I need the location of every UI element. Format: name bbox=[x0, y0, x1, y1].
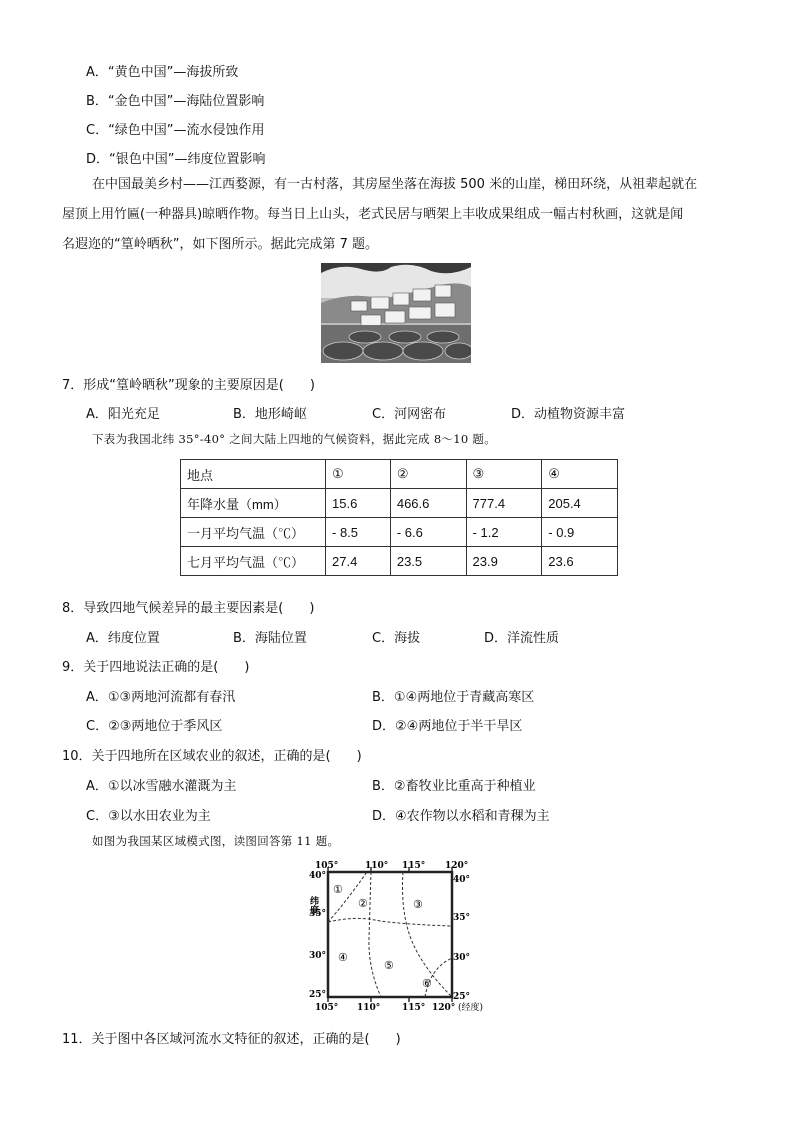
q10-option-b: B．②畜牧业比重高于种植业 bbox=[372, 779, 536, 794]
table-cell: 年降水量（mm） bbox=[181, 489, 326, 518]
map-top-lon-label: 120° bbox=[445, 861, 469, 871]
table-header-cell: 地点 bbox=[181, 460, 326, 489]
q7-option-d: D．动植物资源丰富 bbox=[511, 407, 626, 422]
map-region-label: ⑤ bbox=[384, 959, 394, 972]
q10-option-c: C．③以水田农业为主 bbox=[86, 809, 211, 824]
map-top-lon-label: 115° bbox=[402, 861, 426, 871]
map-region-label: ⑥ bbox=[422, 977, 432, 990]
q10-option-d: D．④农作物以水稻和青稞为主 bbox=[372, 809, 550, 824]
table-cell: 23.9 bbox=[466, 547, 542, 576]
map-left-lat-label: 25° bbox=[309, 990, 327, 1000]
q6-option-c: C．“绿色中国”—流水侵蚀作用 bbox=[86, 123, 265, 138]
table-row bbox=[181, 518, 618, 547]
map-right-lat-label: 35° bbox=[453, 913, 471, 923]
map-region-label: ① bbox=[333, 883, 343, 896]
passage-line-1: 在中国最美乡村——江西婺源，有一古村落，其房屋坐落在海拔 500 米的山崖，梯田环绕，从祖辈起就在 bbox=[92, 177, 698, 192]
q9-option-d: D．②④两地位于半干旱区 bbox=[372, 719, 523, 734]
table-header-row bbox=[181, 460, 618, 489]
q9-option-b: B．①④两地位于青藏高寒区 bbox=[372, 690, 535, 705]
table-cell: 466.6 bbox=[390, 489, 466, 518]
q8-option-d: D．洋流性质 bbox=[484, 631, 560, 646]
table-cell: - 0.9 bbox=[542, 518, 618, 547]
village-photo bbox=[321, 263, 471, 363]
map-lon-axis-label: (经度) bbox=[458, 1003, 484, 1013]
q8-option-a: A．纬度位置 bbox=[86, 631, 160, 646]
q6-option-b: B．“金色中国”—海陆位置影响 bbox=[86, 94, 265, 109]
map-intro: 如图为我国某区域模式图，读图回答第 11 题。 bbox=[92, 834, 340, 848]
map-lat-axis-label: 纬度 bbox=[308, 896, 318, 914]
table-header-cell: ④ bbox=[542, 460, 618, 489]
table-cell: 23.5 bbox=[390, 547, 466, 576]
table-header-cell: ③ bbox=[466, 460, 542, 489]
table-cell: 23.6 bbox=[542, 547, 618, 576]
table-cell: - 1.2 bbox=[466, 518, 542, 547]
passage-line-3: 名遐迩的“篁岭晒秋”，如下图所示。据此完成第 7 题。 bbox=[62, 237, 379, 252]
q7-option-b: B．地形崎岖 bbox=[233, 407, 307, 422]
q9-stem: 9．关于四地说法正确的是( ) bbox=[62, 660, 250, 675]
table-cell: - 8.5 bbox=[326, 518, 391, 547]
table-intro: 下表为我国北纬 35°-40° 之间大陆上四地的气候资料，据此完成 8～10 题。 bbox=[92, 432, 497, 446]
map-top-lon-label: 105° bbox=[315, 861, 339, 871]
table-cell: 15.6 bbox=[326, 489, 391, 518]
q8-stem: 8．导致四地气候差异的最主要因素是( ) bbox=[62, 601, 315, 616]
map-left-lat-label: 40° bbox=[309, 871, 327, 881]
map-tick-marks bbox=[328, 867, 452, 1002]
map-left-lat-label: 30° bbox=[309, 951, 327, 961]
table-cell: 一月平均气温（℃） bbox=[181, 518, 326, 547]
table-cell: 205.4 bbox=[542, 489, 618, 518]
map-right-lat-label: 40° bbox=[453, 875, 471, 885]
climate-table bbox=[180, 459, 618, 576]
map-region-labels bbox=[333, 883, 432, 990]
map-region-boundaries bbox=[328, 872, 452, 997]
table-cell: - 6.6 bbox=[390, 518, 466, 547]
map-left-lat-label: 35° bbox=[309, 909, 327, 919]
q10-stem: 10．关于四地所在区域农业的叙述，正确的是( ) bbox=[62, 749, 362, 764]
map-bottom-lon-label: 120° bbox=[432, 1003, 456, 1013]
map-right-lat-label: 30° bbox=[453, 953, 471, 963]
table-row bbox=[181, 489, 618, 518]
region-model-map bbox=[295, 858, 505, 1013]
map-region-label: ④ bbox=[338, 951, 348, 964]
q6-option-a: A．“黄色中国”—海拔所致 bbox=[86, 65, 239, 80]
map-bottom-lon-label: 110° bbox=[357, 1003, 381, 1013]
map-right-lat-label: 25° bbox=[453, 992, 471, 1002]
q9-option-a: A．①③两地河流都有春汛 bbox=[86, 690, 236, 705]
map-bottom-lon-label: 105° bbox=[315, 1003, 339, 1013]
table-cell: 777.4 bbox=[466, 489, 542, 518]
q7-option-a: A．阳光充足 bbox=[86, 407, 160, 422]
table-header-cell: ① bbox=[326, 460, 391, 489]
map-frame bbox=[328, 872, 452, 997]
q7-option-c: C．河网密布 bbox=[372, 407, 447, 422]
q8-option-b: B．海陆位置 bbox=[233, 631, 307, 646]
q10-option-a: A．①以冰雪融水灌溉为主 bbox=[86, 779, 237, 794]
map-top-lon-label: 110° bbox=[365, 861, 389, 871]
table-cell: 七月平均气温（℃） bbox=[181, 547, 326, 576]
table-header-cell: ② bbox=[390, 460, 466, 489]
q6-option-d: D．“银色中国”—纬度位置影响 bbox=[86, 152, 266, 167]
table-cell: 27.4 bbox=[326, 547, 391, 576]
map-region-label: ③ bbox=[413, 898, 423, 911]
q11-stem: 11．关于图中各区域河流水文特征的叙述，正确的是( ) bbox=[62, 1032, 401, 1047]
q7-stem: 7．形成“篁岭晒秋”现象的主要原因是( ) bbox=[62, 378, 315, 393]
table-row bbox=[181, 547, 618, 576]
q8-option-c: C．海拔 bbox=[372, 631, 421, 646]
map-bottom-lon-label: 115° bbox=[402, 1003, 426, 1013]
q9-option-c: C．②③两地位于季风区 bbox=[86, 719, 223, 734]
map-region-label: ② bbox=[358, 897, 368, 910]
passage-line-2: 屋顶上用竹匾(一种器具)晾晒作物。每当日上山头，老式民居与晒架上丰收成果组成一幅古村秋画，这就是闻 bbox=[62, 207, 684, 222]
